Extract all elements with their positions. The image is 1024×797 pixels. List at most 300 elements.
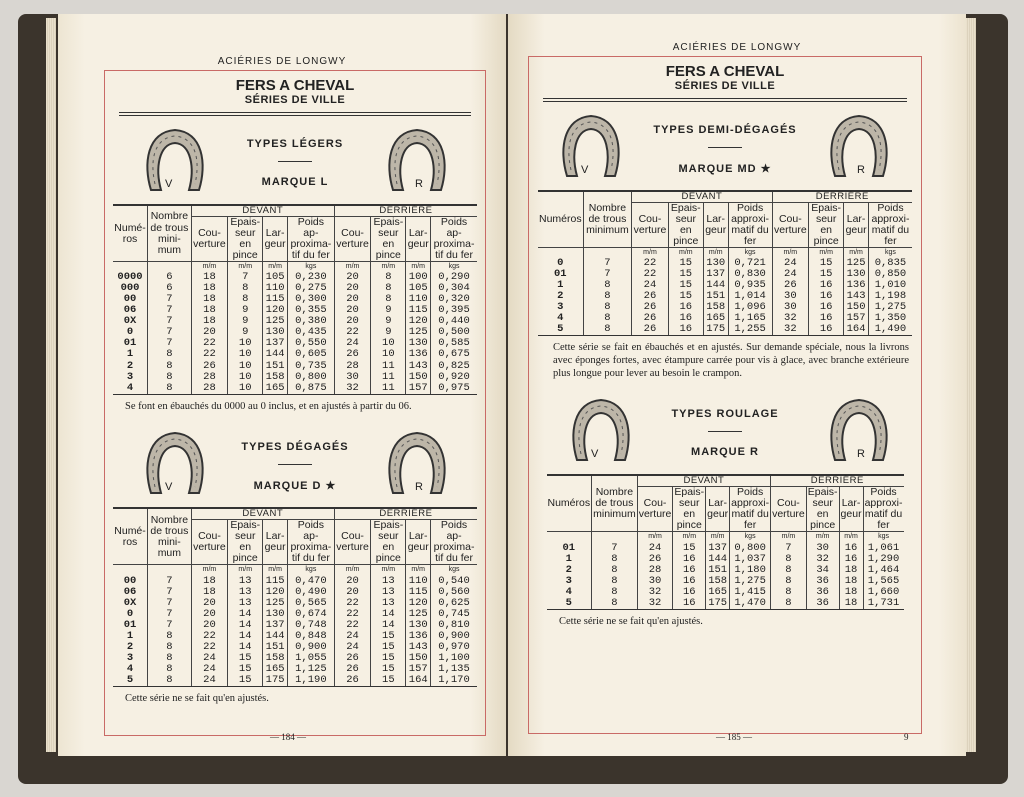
table-cell: 0,920 xyxy=(438,370,470,383)
table-cell: 8 xyxy=(148,349,192,360)
table-cell: 1,490 xyxy=(868,324,912,336)
table-cell: 30 xyxy=(637,576,673,587)
table-cell: 10 xyxy=(228,383,263,395)
table-cell: 115 xyxy=(406,587,431,598)
table-cell: 151 xyxy=(263,642,288,653)
table-row xyxy=(538,324,912,336)
col-largeur: Lar-geur xyxy=(406,216,431,261)
table-cell: 125 xyxy=(406,609,431,620)
table-cell: 158 xyxy=(263,653,288,664)
table-cell: 18 xyxy=(839,587,863,598)
section-heading xyxy=(529,102,921,190)
table-cell: 24 xyxy=(637,543,673,554)
table-cell: 8 xyxy=(592,587,638,598)
table-cell: 0,848 xyxy=(287,631,334,642)
section-types-roulage xyxy=(529,386,921,628)
table-cell: 0,935 xyxy=(728,280,772,291)
table-cell: 13 xyxy=(371,598,406,609)
table-cell: 15 xyxy=(668,280,703,291)
table-cell: 6 xyxy=(148,272,192,283)
unit-cell: m/m xyxy=(632,248,669,259)
table-cell: 125 xyxy=(263,316,288,327)
table-cell: 175 xyxy=(703,324,728,336)
page-subtitle: SÉRIES DE VILLE xyxy=(674,80,776,92)
table-cell: 105 xyxy=(263,272,288,283)
section-note: Cette série ne se fait qu'en ajustés. xyxy=(125,692,269,704)
group-derriere: DERRIÈRE xyxy=(772,191,912,202)
table-cell: 144 xyxy=(706,554,730,565)
table-cell: 175 xyxy=(706,598,730,610)
table-cell: 36 xyxy=(806,598,839,610)
table-cell: 0,748 xyxy=(287,620,334,631)
data-table xyxy=(113,204,477,395)
unit-cell: kgs xyxy=(885,249,896,257)
unit-cell: m/m xyxy=(406,565,431,576)
table-cell: 8 xyxy=(371,294,406,305)
table-cell: 18 xyxy=(191,576,228,587)
col-nombre: Nombre de trous mini-mum xyxy=(148,508,192,565)
unit-cell: kgs xyxy=(448,263,460,271)
unit-cell: m/m xyxy=(637,532,673,543)
table-cell: 0 xyxy=(113,327,148,338)
group-derriere: DERRIÈRE xyxy=(334,508,477,519)
table-cell: 7 xyxy=(592,543,638,554)
table-cell: 15 xyxy=(668,291,703,302)
table-cell: 06 xyxy=(113,587,148,598)
table-cell: 1,290 xyxy=(867,552,900,565)
page-frame xyxy=(104,70,486,736)
table-cell: 137 xyxy=(263,620,288,631)
table-cell: 8 xyxy=(592,554,638,565)
table-cell: 7 xyxy=(771,543,807,554)
table-cell: 115 xyxy=(406,305,431,316)
table-cell: 0,735 xyxy=(287,361,334,372)
table-row xyxy=(113,642,477,653)
table-cell: 16 xyxy=(809,291,844,302)
col-poids: Poids approxi-matif du fer xyxy=(864,486,903,532)
table-cell: 4 xyxy=(113,664,148,675)
table-cell: 7 xyxy=(148,620,192,631)
table-cell: 13 xyxy=(228,576,263,587)
table-cell: 1,061 xyxy=(867,541,900,554)
table-cell: 14 xyxy=(228,631,263,642)
table-cell: 16 xyxy=(839,554,863,565)
table-cell: 0,380 xyxy=(287,316,334,327)
table-cell: 157 xyxy=(844,313,869,324)
col-poids: Poids ap-proxima-tif du fer xyxy=(431,216,477,261)
table-cell: 0000 xyxy=(113,272,148,283)
section-heading xyxy=(105,419,485,507)
table-cell: 151 xyxy=(703,291,728,302)
table-cell: 32 xyxy=(334,383,371,395)
table-cell: 1,100 xyxy=(438,651,470,664)
unit-cell: kgs xyxy=(287,565,334,576)
table-cell: 20 xyxy=(334,294,371,305)
table-cell: 9 xyxy=(228,327,263,338)
table-cell: 164 xyxy=(844,324,869,336)
table-row xyxy=(113,576,477,587)
unit-cell: m/m xyxy=(839,532,863,543)
section-marque: MARQUE R xyxy=(691,446,759,459)
col-epaisseur: Epais-seur en pince xyxy=(807,486,838,532)
table-cell: 26 xyxy=(191,361,228,372)
table-cell: 15 xyxy=(371,642,406,653)
unit-cell: m/m xyxy=(334,262,371,273)
col-epaisseur: Epais-seur en pince xyxy=(228,520,263,565)
table-cell: 0,875 xyxy=(287,383,334,395)
table-cell: 8 xyxy=(148,361,192,372)
short-rule xyxy=(278,464,312,465)
table-cell: 120 xyxy=(406,598,431,609)
table-cell: 26 xyxy=(632,291,669,302)
table-cell: 16 xyxy=(673,587,706,598)
table-cell: 26 xyxy=(334,653,371,664)
table-cell: 22 xyxy=(632,258,669,269)
section-type: TYPES ROULAGE xyxy=(671,408,779,421)
table-cell: 26 xyxy=(334,664,371,675)
table-cell: 36 xyxy=(806,576,839,587)
table-cell: 000 xyxy=(113,283,148,294)
table-cell: 1,014 xyxy=(728,291,772,302)
table-cell: 8 xyxy=(148,675,192,687)
table-cell: 20 xyxy=(334,283,371,294)
unit-cell: m/m xyxy=(228,262,263,273)
table-row xyxy=(113,598,477,609)
table-cell: 8 xyxy=(592,598,638,610)
table-cell: 0,300 xyxy=(287,294,334,305)
table-row xyxy=(547,543,904,554)
col-epaisseur: Epais-seur en pince xyxy=(809,202,844,247)
table-cell: 8 xyxy=(771,576,807,587)
table-cell: 8 xyxy=(771,587,807,598)
shoe-letter: R xyxy=(415,481,423,494)
table-cell: 1,010 xyxy=(874,279,907,292)
table-cell: 137 xyxy=(706,543,730,554)
table-cell: 151 xyxy=(263,361,288,372)
table-cell: 143 xyxy=(406,642,431,653)
table-cell: 1,190 xyxy=(287,675,334,687)
table-cell: 125 xyxy=(406,327,431,338)
table-cell: 4 xyxy=(113,383,148,395)
table-cell: 115 xyxy=(263,294,288,305)
table-cell: 8 xyxy=(771,554,807,565)
unit-cell: m/m xyxy=(228,565,263,576)
table-cell: 130 xyxy=(406,338,431,349)
table-cell: 28 xyxy=(191,372,228,383)
page-number: — 184 — xyxy=(270,732,306,742)
table-cell: 16 xyxy=(668,313,703,324)
table-cell: 34 xyxy=(806,565,839,576)
col-largeur: Lar-geur xyxy=(406,520,431,565)
table-cell: 144 xyxy=(263,631,288,642)
table-cell: 3 xyxy=(113,372,148,383)
table-cell: 144 xyxy=(263,349,288,360)
table-cell: 7 xyxy=(148,294,192,305)
table-row xyxy=(113,631,477,642)
table-cell: 13 xyxy=(371,587,406,598)
table-cell: 18 xyxy=(191,294,228,305)
table-cell: 100 xyxy=(406,272,431,283)
table-cell: 13 xyxy=(228,587,263,598)
table-cell: 0,500 xyxy=(438,326,470,339)
data-table xyxy=(547,474,904,609)
table-cell: 06 xyxy=(113,305,148,316)
table-row xyxy=(113,587,477,598)
table-cell: 0,970 xyxy=(438,640,470,653)
table-cell: 150 xyxy=(406,372,431,383)
table-cell: 143 xyxy=(406,361,431,372)
table-cell: 4 xyxy=(538,313,583,324)
corner-number: 9 xyxy=(904,732,909,742)
table-cell: 8 xyxy=(771,598,807,610)
col-couverture: Cou-verture xyxy=(772,202,809,247)
unit-cell: m/m xyxy=(806,532,839,543)
table-cell: 165 xyxy=(263,664,288,675)
table-cell: 9 xyxy=(371,316,406,327)
table-cell: 0,830 xyxy=(728,269,772,280)
table-cell: 7 xyxy=(148,587,192,598)
table-cell: 3 xyxy=(538,302,583,313)
table-cell: 30 xyxy=(772,291,809,302)
shoe-letter: V xyxy=(581,164,589,176)
table-cell: 9 xyxy=(371,327,406,338)
table-cell: 1 xyxy=(113,631,148,642)
section-heading xyxy=(529,386,921,474)
col-largeur: Lar-geur xyxy=(263,216,288,261)
col-numeros: Numé-ros xyxy=(113,205,148,262)
table-cell: 15 xyxy=(673,543,706,554)
table-cell: 32 xyxy=(637,587,673,598)
page-title: FERS A CHEVAL xyxy=(235,77,355,94)
running-header: ACIÉRIES DE LONGWY xyxy=(672,42,802,53)
unit-cell: m/m xyxy=(706,532,730,543)
table-cell: 24 xyxy=(334,338,371,349)
short-rule xyxy=(708,147,742,148)
table-cell: 24 xyxy=(632,280,669,291)
table-cell: 165 xyxy=(263,383,288,395)
running-header: ACIÉRIES DE LONGWY xyxy=(217,56,347,67)
unit-cell: m/m xyxy=(771,532,807,543)
unit-cell: m/m xyxy=(844,248,869,259)
table-cell: 137 xyxy=(263,338,288,349)
col-largeur: Lar-geur xyxy=(839,487,863,532)
table-cell: 15 xyxy=(228,653,263,664)
table-cell: 26 xyxy=(772,280,809,291)
table-cell: 16 xyxy=(668,324,703,336)
table-cell: 120 xyxy=(263,587,288,598)
table-cell: 26 xyxy=(632,324,669,336)
table-cell: 28 xyxy=(637,565,673,576)
table-cell: 1 xyxy=(547,554,592,565)
page-edges-left xyxy=(46,18,56,752)
col-couverture: Cou-verture xyxy=(334,520,371,565)
table-cell: 15 xyxy=(228,675,263,687)
table-cell: 2 xyxy=(538,291,583,302)
table-cell: 26 xyxy=(632,313,669,324)
section-marque: MARQUE MD ★ xyxy=(678,163,772,175)
table-cell: 1,037 xyxy=(730,554,771,565)
table-cell: 0,800 xyxy=(287,372,334,383)
table-cell: 18 xyxy=(191,283,228,294)
table-cell: 7 xyxy=(148,327,192,338)
unit-cell: kgs xyxy=(728,248,772,259)
table-cell: 20 xyxy=(334,316,371,327)
table-cell: 22 xyxy=(191,642,228,653)
table-cell: 8 xyxy=(583,302,632,313)
unit-cell: kgs xyxy=(878,533,889,541)
table-cell: 120 xyxy=(406,316,431,327)
col-poids: Poids ap-proxima-tif du fer xyxy=(287,216,334,261)
section-types-degages xyxy=(105,419,485,705)
table-cell: 0,320 xyxy=(438,293,470,306)
units-row xyxy=(547,532,904,543)
table-cell: 18 xyxy=(191,316,228,327)
table-cell: 1,125 xyxy=(287,664,334,675)
table-cell: 3 xyxy=(113,653,148,664)
table-cell: 0,470 xyxy=(287,576,334,587)
table-cell: 1,350 xyxy=(874,312,907,325)
col-poids: Poids approxi-matif du fer xyxy=(868,202,912,247)
table-cell: 14 xyxy=(371,609,406,620)
group-derriere: DERRIÈRE xyxy=(334,205,477,216)
table-cell: 8 xyxy=(148,372,192,383)
page-title: FERS A CHEVAL xyxy=(665,63,785,80)
left-page xyxy=(58,14,506,756)
table-cell: 14 xyxy=(228,642,263,653)
table-cell: 8 xyxy=(592,576,638,587)
section-note: Cette série se fait en ébauchés et en ajustés. Sur demande spéciale, nous la livrons avec éponges fortes, avec étampure carrée pour vis à glace, avec branche extérieure plus longue pour lever au besoin le crampon. xyxy=(553,342,909,379)
table-cell: 24 xyxy=(191,664,228,675)
col-nombre: Nombre de trous mini-mum xyxy=(148,205,192,262)
table-cell: 1,275 xyxy=(730,576,771,587)
page-subtitle: SÉRIES DE VILLE xyxy=(244,94,346,106)
unit-cell: m/m xyxy=(809,248,844,259)
unit-cell: kgs xyxy=(287,262,334,273)
unit-cell: m/m xyxy=(263,262,288,273)
table-cell: 125 xyxy=(263,598,288,609)
col-couverture: Cou-verture xyxy=(637,487,673,532)
table-cell: 8 xyxy=(583,291,632,302)
table-cell: 158 xyxy=(263,372,288,383)
table-cell: 1 xyxy=(113,349,148,360)
table-cell: 0,560 xyxy=(438,585,470,598)
table-cell: 24 xyxy=(191,675,228,687)
shoe-letter: V xyxy=(591,448,599,461)
table-cell: 0 xyxy=(538,258,583,269)
table-cell: 10 xyxy=(228,338,263,349)
table-cell: 0,395 xyxy=(438,304,470,317)
table-cell: 0,290 xyxy=(438,271,470,284)
table-cell: 158 xyxy=(706,576,730,587)
table-cell: 0,800 xyxy=(730,543,771,554)
table-cell: 20 xyxy=(191,620,228,631)
table-cell: 1,470 xyxy=(730,598,771,610)
col-numeros: Numéros xyxy=(538,191,583,248)
col-poids: Poids ap-proxima-tif du fer xyxy=(287,520,334,565)
table-cell: 110 xyxy=(263,283,288,294)
unit-cell: kgs xyxy=(448,566,460,574)
unit-cell: kgs xyxy=(730,532,771,543)
table-cell: 15 xyxy=(371,653,406,664)
table-cell: 01 xyxy=(547,543,592,554)
table-cell: 15 xyxy=(809,269,844,280)
table-cell: 136 xyxy=(406,349,431,360)
shoe-letter: R xyxy=(415,178,423,190)
table-cell: 7 xyxy=(148,609,192,620)
col-epaisseur: Epais-seur en pince xyxy=(668,202,703,247)
table-row xyxy=(113,383,477,395)
data-table xyxy=(113,507,477,687)
table-cell: 28 xyxy=(191,383,228,395)
table-cell: 6 xyxy=(148,283,192,294)
table-cell: 8 xyxy=(371,283,406,294)
section-marque: MARQUE D ★ xyxy=(253,480,337,493)
table-cell: 164 xyxy=(406,675,431,687)
table-cell: 0,435 xyxy=(287,327,334,338)
col-largeur: Lar-geur xyxy=(263,520,288,565)
col-numeros: Numé-ros xyxy=(113,508,148,565)
table-row xyxy=(113,349,477,360)
table-cell: 7 xyxy=(583,269,632,280)
table-cell: 0 xyxy=(113,609,148,620)
table-cell: 165 xyxy=(706,587,730,598)
table-cell: 20 xyxy=(191,327,228,338)
table-cell: 130 xyxy=(263,327,288,338)
table-cell: 20 xyxy=(334,576,371,587)
table-cell: 8 xyxy=(148,631,192,642)
units-row xyxy=(113,565,477,576)
col-poids: Poids approxi-matif du fer xyxy=(731,486,770,532)
shoe-letter: R xyxy=(857,448,865,461)
section-marque: MARQUE L xyxy=(261,176,329,188)
table-cell: 01 xyxy=(113,620,148,631)
table-cell: 8 xyxy=(592,565,638,576)
table-cell: 8 xyxy=(148,653,192,664)
table-cell: 7 xyxy=(583,258,632,269)
table-cell: 16 xyxy=(809,324,844,336)
table-cell: 16 xyxy=(809,280,844,291)
table-cell: 36 xyxy=(806,587,839,598)
table-cell: 0,275 xyxy=(287,283,334,294)
col-couverture: Cou-verture xyxy=(191,520,228,565)
table-cell: 157 xyxy=(406,664,431,675)
table-cell: 125 xyxy=(844,258,869,269)
table-cell: 0,850 xyxy=(874,268,907,281)
table-cell: 5 xyxy=(538,324,583,336)
table-cell: 8 xyxy=(371,272,406,283)
table-cell: 10 xyxy=(371,338,406,349)
table-cell: 136 xyxy=(406,631,431,642)
table-cell: 30 xyxy=(772,302,809,313)
table-cell: 0,565 xyxy=(287,598,334,609)
table-cell: 22 xyxy=(334,620,371,631)
col-epaisseur: Epais-seur en pince xyxy=(371,520,406,565)
table-cell: 137 xyxy=(703,269,728,280)
unit-cell: m/m xyxy=(703,248,728,259)
table-cell: 110 xyxy=(406,294,431,305)
col-epaisseur: Epais-seur en pince xyxy=(371,216,406,261)
table-cell: 175 xyxy=(263,675,288,687)
table-cell: 9 xyxy=(371,305,406,316)
table-cell: 8 xyxy=(228,283,263,294)
table-cell: 30 xyxy=(334,372,371,383)
table-cell: 8 xyxy=(583,313,632,324)
table-cell: 28 xyxy=(334,361,371,372)
table-cell: 130 xyxy=(703,258,728,269)
table-cell: 30 xyxy=(806,543,839,554)
table-row xyxy=(547,598,904,610)
table-cell: 26 xyxy=(637,554,673,565)
